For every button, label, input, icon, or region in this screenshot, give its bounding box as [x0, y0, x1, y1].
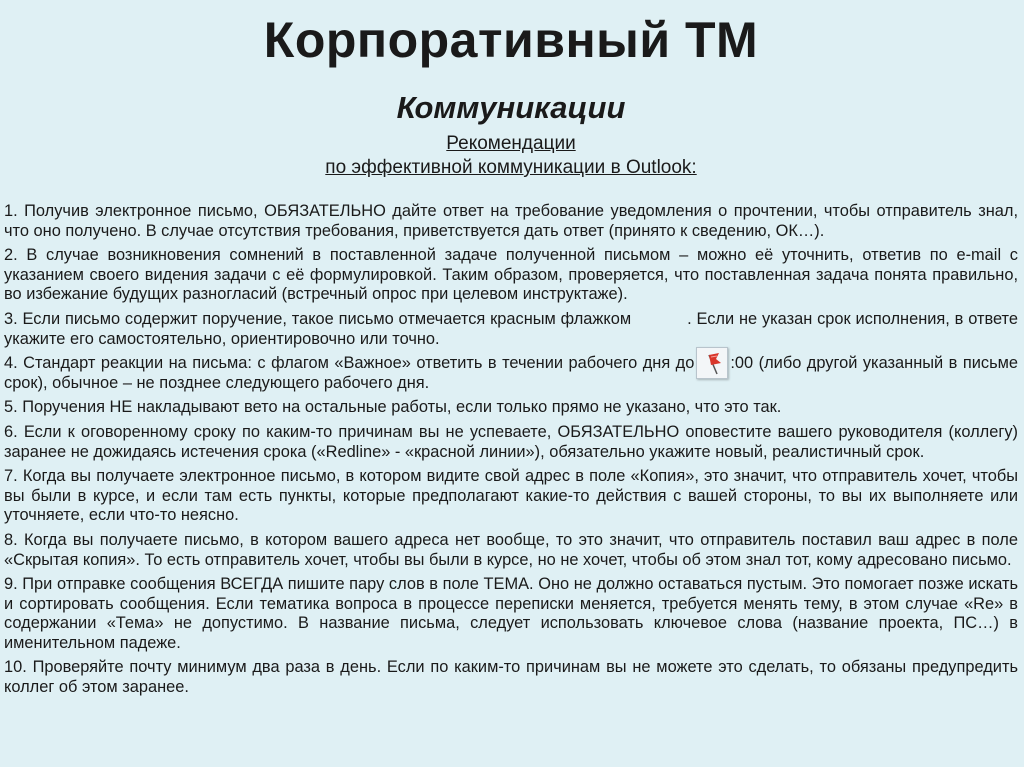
recommendations-line-2: по эффективной коммуникации в Outlook:: [325, 157, 697, 178]
list-item-7: 7. Когда вы получаете электронное письмо, в котором видите свой адрес в поле «Копия», это значит, что отправитель хочет, чтобы вы были в курсе, и если там есть пункты, которые предполагают какие-то действия с вашей стороны, то вы их выполняете или уточняете, если что-то неясно.: [4, 467, 1018, 525]
list-item-6: 6. Если к оговоренному сроку по каким-то причинам вы не успеваете, ОБЯЗАТЕЛЬНО оповестите вашего руководителя (коллегу) заранее не дожидаясь истечения срока («Redline» - «красной линии»), обязательно укажите новый, реалистичный срок.: [4, 422, 1018, 461]
list-item-4: [4, 354, 1018, 393]
recommendations-heading: [4, 132, 1018, 180]
list-item-3-text-a: 3. Если письмо содержит поручение, такое письмо отмечается красным флажком: [4, 309, 632, 328]
page-title: Корпоративный ТМ: [263, 12, 759, 68]
list-item-5: 5. Поручения НЕ накладывают вето на остальные работы, если только прямо не указано, что это так.: [4, 398, 782, 417]
page-subtitle: Коммуникации: [396, 90, 626, 125]
list-item-4-text-b: :00 (либо другой указанный в письме срок), обычное – не позднее следующего рабочего дня.: [4, 354, 1018, 392]
red-flag-icon: [696, 347, 728, 379]
recommendations-list: [4, 202, 1018, 698]
list-item-3: [4, 310, 1018, 349]
list-item-4-text-a: 4. Стандарт реакции на письма: с флагом «Важное» ответить в течении рабочего дня до: [4, 354, 695, 373]
list-item-9: 9. При отправке сообщения ВСЕГДА пишите пару слов в поле ТЕМА. Оно не должно оставаться пустым. Это помогает позже искать и сортировать сообщения. Если тематика вопроса в процессе переписки меняется, требуется менять тему, в этом случае «Re» в содержании «Тема» не допустимо. В название письма, следует использовать ключевое слова (название проекта, ПС…) в именительном падеже.: [4, 575, 1018, 652]
list-item-1: 1. Получив электронное письмо, ОБЯЗАТЕЛЬНО дайте ответ на требование уведомления о прочтении, чтобы отправитель знал, что оно получено. В случае отсутствия требования, приветствуется дать ответ (принято к сведению, ОК…).: [4, 202, 1018, 240]
recommendations-line-1: Рекомендации: [446, 133, 576, 154]
list-item-2: 2. В случае возникновения сомнений в поставленной задаче полученной письмом – можно её уточнить, ответив по e-mail с указанием своего видения задачи с её формулировкой. Таким образом, проверяется, что поставленная задача понята правильно, во избежание будущих разногласий (встречный опрос при целевом инструктаже).: [4, 246, 1018, 304]
list-item-3-text-b: . Если не указан срок исполнения, в ответе укажите его самостоятельно, ориентировочно или точно.: [4, 309, 1018, 348]
list-item-10: 10. Проверяйте почту минимум два раза в день. Если по каким-то причинам вы не можете это сделать, то обязаны предупредить коллег об этом заранее.: [4, 658, 1018, 697]
list-item-8: 8. Когда вы получаете письмо, в котором вашего адреса нет вообще, то это значит, что отправитель поставил ваш адрес в поле «Скрытая копия». То есть отправитель хочет, чтобы вы были в курсе, но не хочет, чтобы об этом знал тот, кому адресовано письмо.: [4, 530, 1018, 569]
